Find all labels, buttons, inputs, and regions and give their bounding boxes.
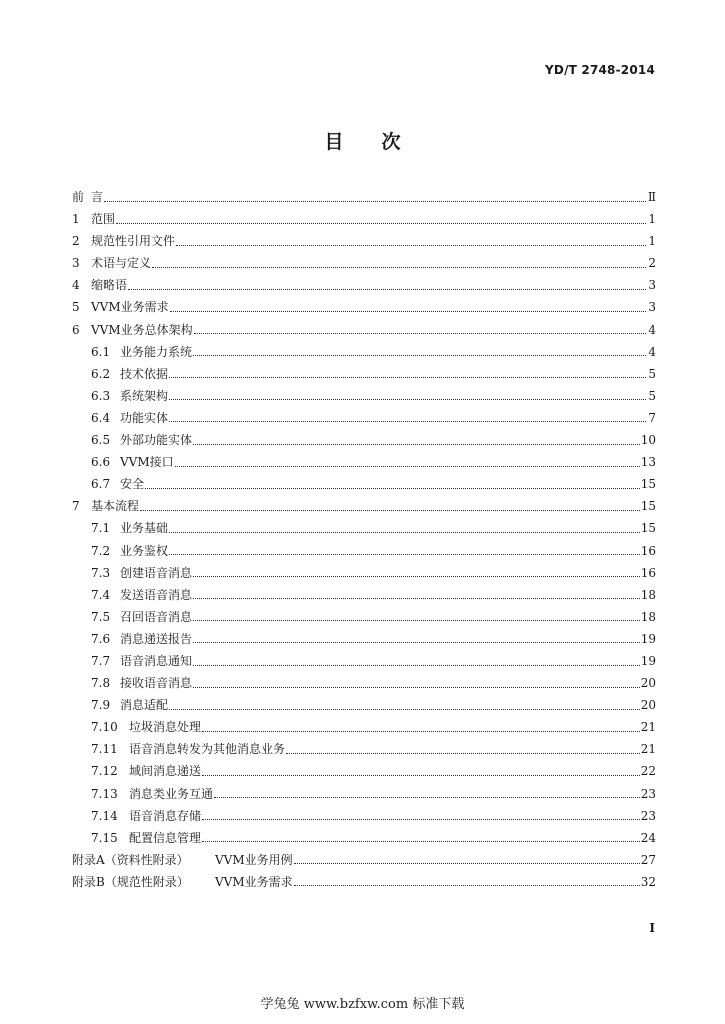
toc-entry-page: 23 <box>640 808 656 823</box>
toc-entry-label: 消息适配 <box>120 698 169 713</box>
toc-entry-7-6[interactable] <box>72 628 656 650</box>
toc-dot-leader <box>140 510 640 511</box>
toc-dot-leader <box>116 223 646 224</box>
toc-entry-label: 术语与定义 <box>91 256 152 271</box>
toc-entry-7-7[interactable] <box>72 650 656 672</box>
toc-entry-label: 创建语音消息 <box>120 565 193 580</box>
toc-entry-number: 6.5 <box>91 433 111 448</box>
toc-dot-leader <box>193 576 640 577</box>
toc-entry-1[interactable] <box>72 208 656 230</box>
toc-entry-number: 1 <box>72 212 80 227</box>
toc-entry-label: 配置信息管理 <box>129 830 202 845</box>
toc-entry-page: 16 <box>640 565 656 580</box>
toc-entry-label: 基本流程 <box>91 499 140 514</box>
toc-entry-number: 6.6 <box>91 455 111 470</box>
toc-entry-number: 5 <box>72 300 80 315</box>
toc-entry-7-5[interactable] <box>72 606 656 628</box>
toc-entry-foreword[interactable] <box>72 186 656 208</box>
toc-entry-2[interactable] <box>72 230 656 252</box>
toc-entry-number: 7.9 <box>91 698 111 713</box>
toc-entry-6-1[interactable] <box>72 341 656 363</box>
toc-dot-leader <box>169 377 646 378</box>
toc-dot-leader <box>145 488 640 489</box>
toc-entry-page: Ⅱ <box>647 190 656 204</box>
toc-entry-number: 6.2 <box>91 366 111 381</box>
toc-entry-number: 7.5 <box>91 609 111 624</box>
toc-entry-number: 7.12 <box>91 764 118 779</box>
toc-entry-page: 21 <box>640 742 656 757</box>
toc-entry-label: 系统架构 <box>120 388 169 403</box>
toc-entry-page: 13 <box>640 455 656 470</box>
toc-entry-3[interactable] <box>72 252 656 274</box>
toc-entry-label: 功能实体 <box>120 410 169 425</box>
toc-entry-6-4[interactable] <box>72 407 656 429</box>
toc-entry-7-15[interactable] <box>72 827 656 849</box>
toc-entry-7-13[interactable] <box>72 783 656 805</box>
title-char-1: 目 <box>324 131 344 153</box>
toc-entry-number: 7.10 <box>91 720 118 735</box>
toc-entry-number: 7.7 <box>91 653 111 668</box>
toc-entry-number: 7.1 <box>91 521 111 536</box>
toc-entry-appendix-b[interactable] <box>72 871 656 893</box>
toc-entry-number: 6.4 <box>91 410 111 425</box>
toc-entry-page: 22 <box>640 764 656 779</box>
toc-entry-6-3[interactable] <box>72 385 656 407</box>
toc-dot-leader <box>193 665 640 666</box>
toc-entry-number: 6.1 <box>91 344 111 359</box>
toc-entry-page: 27 <box>640 852 656 867</box>
toc-entry-page: 18 <box>640 609 656 624</box>
toc-entry-label: 业务鉴权 <box>120 543 169 558</box>
toc-entry-label: 技术依据 <box>120 366 169 381</box>
toc-entry-label: VVM接口 <box>120 455 174 470</box>
watermark-text: 学兔兔 www.bzfxw.com 标准下载 <box>260 997 465 1012</box>
toc-entry-label: 语音消息存储 <box>129 808 202 823</box>
toc-entry-4[interactable] <box>72 274 656 296</box>
toc-entry-7-10[interactable] <box>72 716 656 738</box>
toc-entry-label: 消息递送报告 <box>120 631 193 646</box>
toc-dot-leader <box>202 841 640 842</box>
toc-entry-page: 3 <box>648 278 656 293</box>
toc-dot-leader <box>175 466 640 467</box>
toc-dot-leader <box>286 753 640 754</box>
toc-dot-leader <box>176 245 646 246</box>
toc-entry-number: 7.4 <box>91 587 111 602</box>
table-of-contents <box>72 186 656 893</box>
toc-dot-leader <box>202 775 640 776</box>
toc-dot-leader <box>193 355 646 356</box>
toc-entry-6[interactable] <box>72 319 656 341</box>
toc-entry-page: 4 <box>648 322 656 337</box>
toc-entry-page: 2 <box>648 256 656 271</box>
toc-entry-page: 4 <box>648 344 656 359</box>
toc-entry-page: 5 <box>648 388 656 403</box>
toc-entry-page: 20 <box>640 676 656 691</box>
toc-entry-label: 缩略语 <box>91 278 128 293</box>
toc-entry-page: 19 <box>640 631 656 646</box>
toc-dot-leader <box>193 620 640 621</box>
toc-dot-leader <box>193 444 640 445</box>
toc-entry-label: 言 <box>91 190 104 204</box>
toc-entry-page: 5 <box>648 366 656 381</box>
toc-dot-leader <box>202 731 640 732</box>
page-title <box>0 127 725 154</box>
toc-entry-label: VVM业务总体架构 <box>91 322 193 337</box>
toc-entry-page: 1 <box>648 234 656 249</box>
toc-entry-7-14[interactable] <box>72 805 656 827</box>
toc-entry-number: 7.13 <box>91 786 118 801</box>
toc-entry-page: 19 <box>640 653 656 668</box>
toc-dot-leader <box>294 863 640 864</box>
toc-entry-7-1[interactable] <box>72 517 656 539</box>
toc-entry-number: 7.8 <box>91 676 111 691</box>
toc-entry-page: 10 <box>640 433 656 448</box>
toc-entry-label: 外部功能实体 <box>120 433 193 448</box>
toc-entry-number: 2 <box>72 234 80 249</box>
toc-entry-page: 1 <box>648 212 656 227</box>
toc-entry-number: 7.6 <box>91 631 111 646</box>
toc-entry-page: 3 <box>648 300 656 315</box>
toc-dot-leader <box>104 201 646 202</box>
toc-dot-leader <box>194 333 646 334</box>
toc-entry-7-12[interactable] <box>72 760 656 782</box>
toc-entry-7-3[interactable] <box>72 562 656 584</box>
toc-dot-leader <box>169 709 640 710</box>
toc-entry-label: 语音消息通知 <box>120 653 193 668</box>
toc-dot-leader <box>294 885 640 886</box>
toc-entry-number: 4 <box>72 278 80 293</box>
document-code: YD/T 2748-2014 <box>545 63 655 77</box>
toc-entry-number: 7.11 <box>91 742 118 757</box>
toc-entry-7-11[interactable] <box>72 738 656 760</box>
toc-entry-7-9[interactable] <box>72 694 656 716</box>
toc-entry-6-7[interactable] <box>72 473 656 495</box>
toc-entry-number: 6 <box>72 322 80 337</box>
toc-entry-label: 业务基础 <box>120 521 169 536</box>
toc-entry-7[interactable] <box>72 495 656 517</box>
toc-entry-number: 前 <box>72 190 85 204</box>
toc-entry-5[interactable] <box>72 296 656 318</box>
toc-entry-page: 7 <box>648 410 656 425</box>
toc-entry-label: 召回语音消息 <box>120 609 193 624</box>
toc-entry-page: 32 <box>640 874 656 889</box>
toc-entry-6-6[interactable] <box>72 451 656 473</box>
toc-dot-leader <box>170 311 646 312</box>
toc-entry-page: 15 <box>640 521 656 536</box>
toc-dot-leader <box>214 797 640 798</box>
toc-entry-label: 接收语音消息 <box>120 676 193 691</box>
toc-entry-number: 7.3 <box>91 565 111 580</box>
toc-entry-page: 24 <box>640 830 656 845</box>
toc-entry-label: 域间消息递送 <box>129 764 202 779</box>
toc-dot-leader <box>169 421 646 422</box>
toc-entry-label: 安全 <box>120 477 145 492</box>
toc-dot-leader <box>169 554 640 555</box>
toc-entry-label: 消息类业务互通 <box>129 786 214 801</box>
toc-entry-number: 3 <box>72 256 80 271</box>
toc-entry-number: 7.14 <box>91 808 118 823</box>
toc-dot-leader <box>152 267 646 268</box>
toc-dot-leader <box>128 289 646 290</box>
toc-entry-number: 附录B（规范性附录） <box>72 874 189 889</box>
toc-entry-7-2[interactable] <box>72 540 656 562</box>
toc-entry-page: 15 <box>640 477 656 492</box>
toc-entry-number: 7.15 <box>91 830 118 845</box>
toc-entry-number: 6.3 <box>91 388 111 403</box>
toc-entry-label: 业务能力系统 <box>120 344 193 359</box>
toc-entry-number: 7 <box>72 499 80 514</box>
toc-entry-7-4[interactable] <box>72 584 656 606</box>
toc-entry-appendix-a[interactable] <box>72 849 656 871</box>
toc-entry-page: 23 <box>640 786 656 801</box>
toc-entry-label: 规范性引用文件 <box>91 234 176 249</box>
toc-dot-leader <box>193 687 640 688</box>
toc-entry-label: VVM业务需求 <box>215 874 293 889</box>
toc-entry-page: 15 <box>640 499 656 514</box>
toc-entry-label: 垃圾消息处理 <box>129 720 202 735</box>
toc-entry-number: 6.7 <box>91 477 111 492</box>
toc-entry-number: 7.2 <box>91 543 111 558</box>
page-number: I <box>649 921 655 935</box>
toc-dot-leader <box>169 399 646 400</box>
toc-entry-label: 发送语音消息 <box>120 587 193 602</box>
toc-entry-page: 18 <box>640 587 656 602</box>
toc-dot-leader <box>169 532 640 533</box>
toc-entry-label: 范围 <box>91 212 116 227</box>
toc-entry-page: 16 <box>640 543 656 558</box>
toc-entry-7-8[interactable] <box>72 672 656 694</box>
toc-entry-page: 21 <box>640 720 656 735</box>
toc-entry-6-5[interactable] <box>72 429 656 451</box>
toc-entry-6-2[interactable] <box>72 363 656 385</box>
toc-dot-leader <box>202 819 640 820</box>
toc-entry-label: VVM业务需求 <box>91 300 169 315</box>
toc-entry-page: 20 <box>640 698 656 713</box>
toc-dot-leader <box>193 598 640 599</box>
toc-entry-label: 语音消息转发为其他消息业务 <box>129 742 286 757</box>
toc-entry-number: 附录A（资料性附录） <box>72 852 189 867</box>
title-char-2: 次 <box>381 131 401 153</box>
toc-entry-label: VVM业务用例 <box>215 852 293 867</box>
toc-dot-leader <box>193 642 640 643</box>
